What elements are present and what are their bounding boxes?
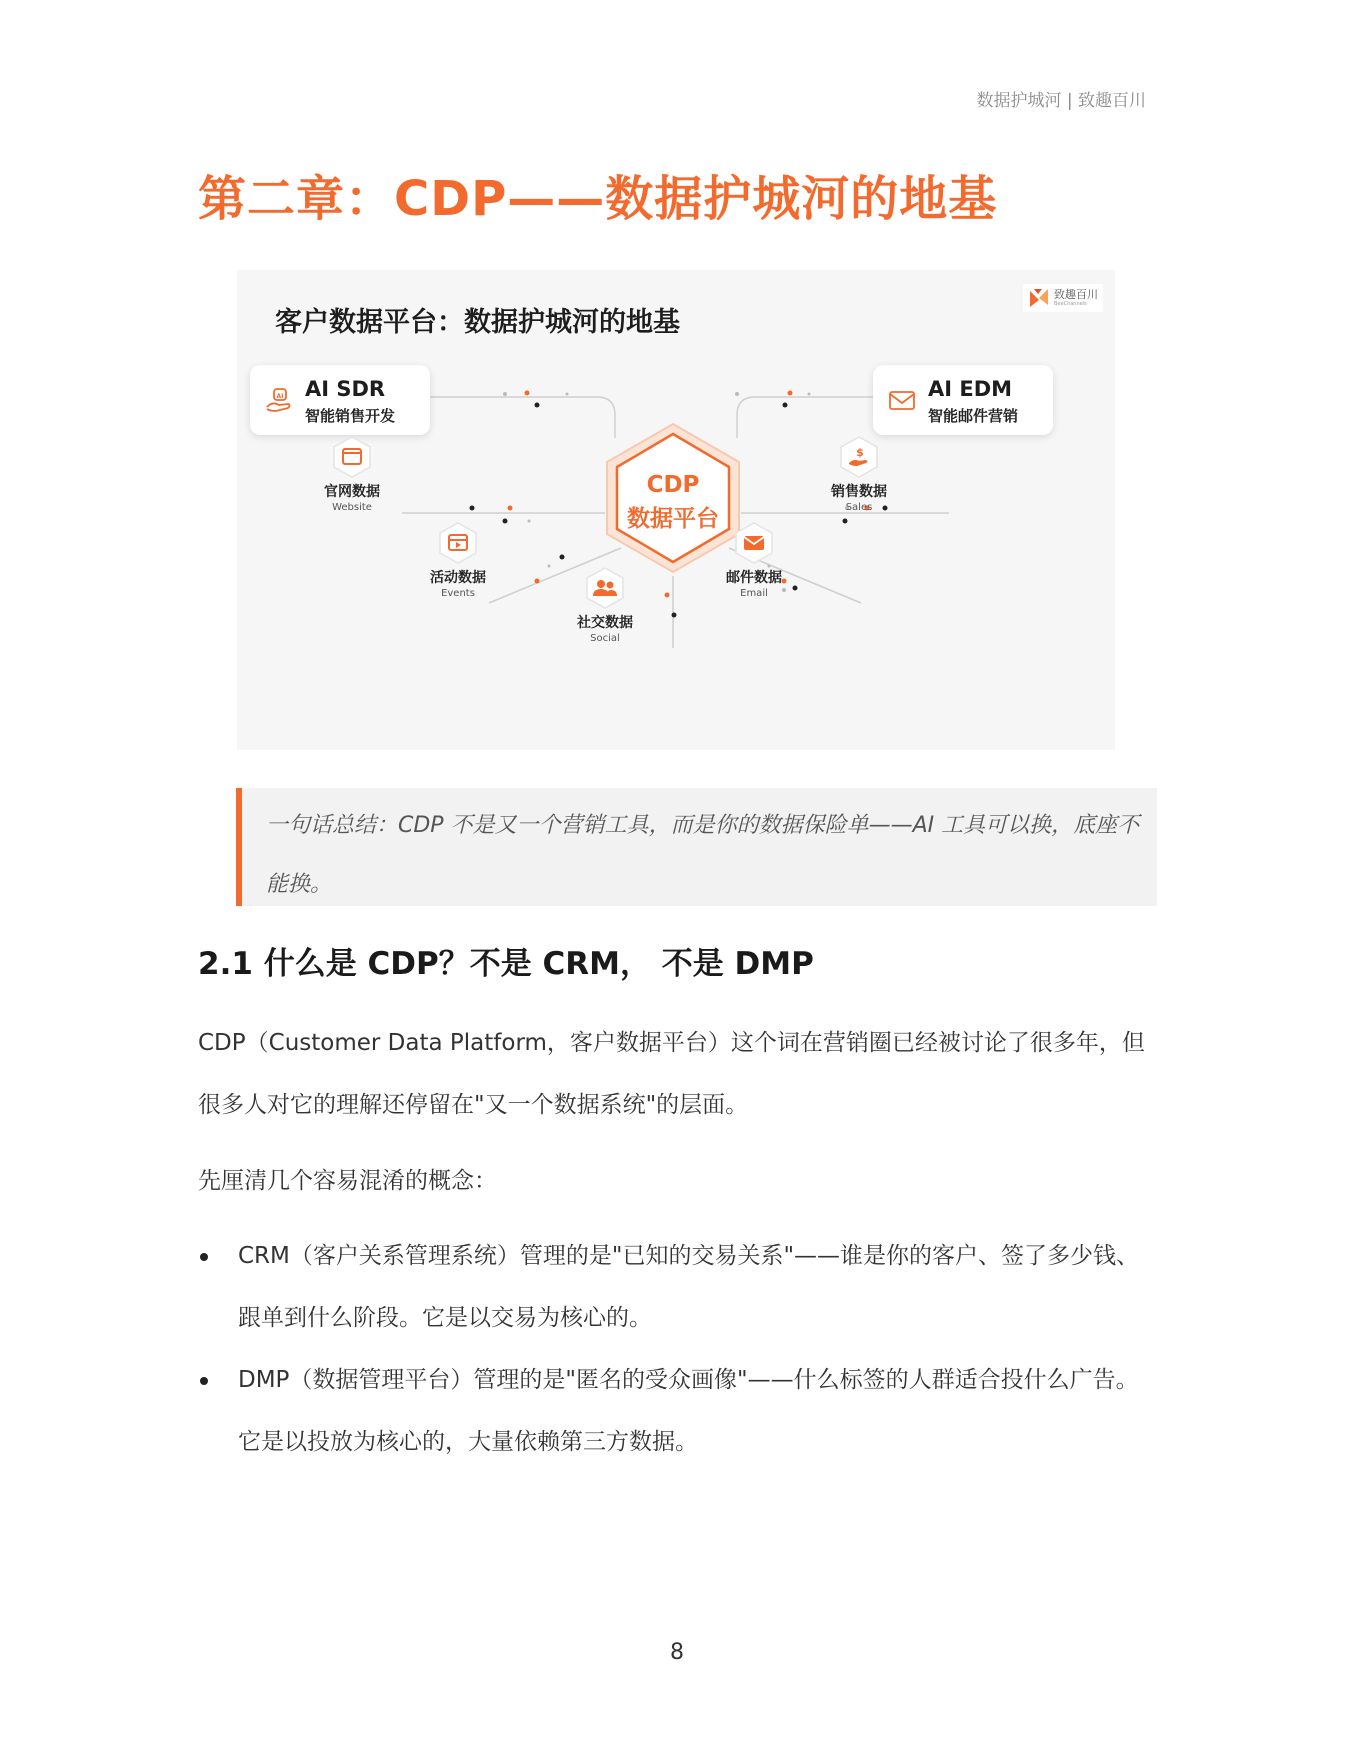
cdp-diagram xyxy=(237,270,1115,750)
paragraph-cdp-intro: CDP（Customer Data Platform，客户数据平台）这个词在营销圈已经被讨论了很多年，但很多人对它的理解还停留在"又一个数据系统"的层面。 xyxy=(198,1030,1145,1118)
bullet-icon xyxy=(200,1253,208,1261)
svg-text:$: $ xyxy=(856,446,864,459)
social-sub: Social xyxy=(590,633,620,644)
ai-sdr-subtitle: 智能销售开发 xyxy=(305,407,396,425)
website-sub: Website xyxy=(332,502,372,513)
node-sales xyxy=(799,435,919,513)
section-title: 2.1 什么是 CDP？不是 CRM， 不是 DMP xyxy=(198,946,814,982)
paragraph-concepts-intro: 先厘清几个容易混淆的概念： xyxy=(198,1168,497,1194)
node-email xyxy=(694,521,814,599)
card-ai-edm xyxy=(873,365,1053,435)
calendar-icon xyxy=(436,521,480,565)
events-label: 活动数据 xyxy=(430,570,486,586)
brand-name: 致趣百川 xyxy=(1054,288,1098,301)
website-label: 官网数据 xyxy=(324,484,380,500)
events-sub: Events xyxy=(441,588,475,599)
sales-label: 销售数据 xyxy=(831,484,887,500)
card-ai-sdr xyxy=(250,365,430,435)
social-label: 社交数据 xyxy=(577,615,633,631)
quote-text: 一句话总结：CDP 不是又一个营销工具，而是你的数据保险单——AI 工具可以换，底座不能换。 xyxy=(266,813,1140,897)
email-sub: Email xyxy=(740,588,768,599)
brand-tagline: BeeChannels xyxy=(1054,301,1087,307)
diagram-title: 客户数据平台：数据护城河的地基 xyxy=(275,307,680,338)
ai-sdr-title: AI SDR xyxy=(305,377,386,401)
hub-title: CDP xyxy=(646,472,700,498)
list-item-text: DMP（数据管理平台）管理的是"匿名的受众画像"——什么标签的人群适合投什么广告。它是以投放为核心的，大量依赖第三方数据。 xyxy=(238,1367,1139,1455)
mail-icon xyxy=(732,521,776,565)
email-label: 邮件数据 xyxy=(726,570,782,586)
envelope-icon xyxy=(887,385,917,415)
concept-list xyxy=(198,1225,1158,1473)
browser-window-icon xyxy=(330,435,374,479)
list-item xyxy=(198,1225,1158,1349)
money-hand-icon xyxy=(837,435,881,479)
node-social xyxy=(545,566,665,644)
list-item xyxy=(198,1349,1158,1473)
node-website xyxy=(292,435,412,513)
running-header: 数据护城河 | 致趣百川 xyxy=(976,91,1146,111)
hub-subtitle: 数据平台 xyxy=(627,506,719,532)
summary-quote xyxy=(236,788,1157,906)
chapter-title: 第二章：CDP——数据护城河的地基 xyxy=(198,171,998,227)
node-events xyxy=(398,521,518,599)
svg-text:AI: AI xyxy=(276,393,284,400)
ai-edm-subtitle: 智能邮件营销 xyxy=(928,407,1019,425)
ai-hand-icon xyxy=(264,385,294,415)
page-number: 8 xyxy=(670,1640,684,1665)
ai-edm-title: AI EDM xyxy=(928,377,1013,401)
list-item-text: CRM（客户关系管理系统）管理的是"已知的交易关系"——谁是你的客户、签了多少钱、跟单到什么阶段。它是以交易为核心的。 xyxy=(238,1243,1140,1331)
bullet-icon xyxy=(200,1377,208,1385)
people-icon xyxy=(583,566,627,610)
sales-sub: Sales xyxy=(845,502,873,513)
